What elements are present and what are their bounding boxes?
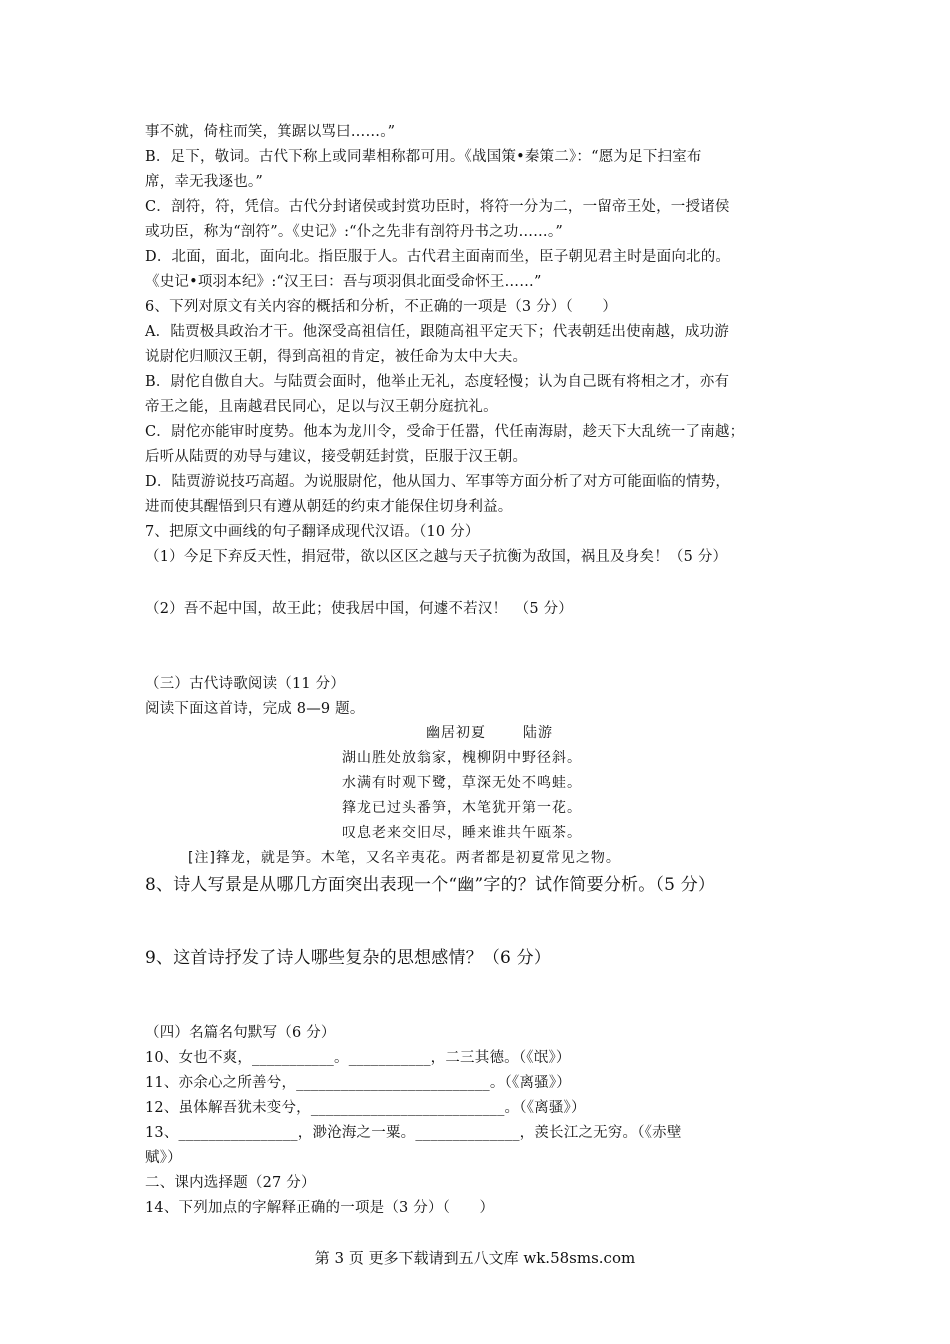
text-line: 或功臣，称为“剖符”。《史记》:“仆之先非有剖符丹书之功……。” bbox=[145, 224, 563, 240]
text-line: 说尉佗归顺汉王朝，得到高祖的肯定，被任命为太中大夫。 bbox=[145, 349, 528, 365]
section-4-heading: （四）名篇名句默写（6 分） bbox=[145, 1025, 336, 1041]
question-10: 10、女也不爽，___________。___________，二三其德。（《氓》） bbox=[145, 1050, 571, 1066]
poem-verse: 湖山胜处放翁家，槐柳阴中野径斜。 bbox=[342, 750, 582, 766]
text-line: 《史记•项羽本纪》:“汉王曰：吾与项羽俱北面受命怀王……” bbox=[145, 274, 542, 290]
poem-verse: 水满有时观下鹭，草深无处不鸣蛙。 bbox=[342, 775, 582, 791]
question-9: 9、这首诗抒发了诗人哪些复杂的思想感情？（6 分） bbox=[145, 948, 552, 968]
text-line: 进而使其醒悟到只有遵从朝廷的约束才能保住切身利益。 bbox=[145, 499, 513, 515]
section-3-heading: （三）古代诗歌阅读（11 分） bbox=[145, 676, 346, 692]
poem-note: [注]箨龙，就是笋。木笔，又名辛夷花。两者都是初夏常见之物。 bbox=[188, 850, 621, 866]
page-footer: 第 3 页 更多下载请到五八文库 wk.58sms.com bbox=[314, 1249, 636, 1267]
q6-option-a: A．陆贾极具政治才干。他深受高祖信任，跟随高祖平定天下；代表朝廷出使南越，成功游 bbox=[145, 324, 729, 340]
question-11: 11、亦余心之所善兮，__________________________。（《离骚》） bbox=[145, 1075, 571, 1091]
text-line: 后听从陆贾的劝导与建议，接受朝廷封赏，臣服于汉王朝。 bbox=[145, 449, 528, 465]
question-7-part-1: （1）今足下弃反天性，捐冠带，欲以区区之越与天子抗衡为敌国，祸且及身矣！（5 分） bbox=[145, 549, 728, 565]
q6-option-c: C．尉佗亦能审时度势。他本为龙川令，受命于任嚣，代任南海尉，趁天下大乱统一了南越； bbox=[145, 424, 745, 440]
part-2-heading: 二、课内选择题（27 分） bbox=[145, 1175, 316, 1191]
question-13: 13、________________，渺沧海之一粟。______________，羡长江之无穷。（《赤壁 bbox=[145, 1125, 682, 1141]
question-14: 14、下列加点的字解释正确的一项是（3 分）（ ） bbox=[145, 1200, 495, 1216]
poem-verse: 箨龙已过头番笋，木笔犹开第一花。 bbox=[342, 800, 582, 816]
poem-author: 陆游 bbox=[523, 725, 553, 741]
text-line: 帝王之能，且南越君民同心，足以与汉王朝分庭抗礼。 bbox=[145, 399, 498, 415]
poem-instructions: 阅读下面这首诗，完成 8—9 题。 bbox=[145, 701, 365, 717]
poem-verse: 叹息老来交旧尽，睡来谁共午瓯茶。 bbox=[342, 825, 582, 841]
q6-option-b: B．尉佗自傲自大。与陆贾会面时，他举止无礼，态度轻慢；认为自己既有将相之才，亦有 bbox=[145, 374, 730, 390]
question-8: 8、诗人写景是从哪几方面突出表现一个“幽”字的？试作简要分析。（5 分） bbox=[145, 875, 716, 895]
text-line: 事不就，倚柱而笑，箕踞以骂曰……。” bbox=[145, 124, 396, 140]
option-c-line: C．剖符，符，凭信。古代分封诸侯或封赏功臣时，将符一分为二，一留帝王处，一授诸侯 bbox=[145, 199, 730, 215]
option-d-line: D．北面，面北，面向北。指臣服于人。古代君主面南而坐，臣子朝见君主时是面向北的。 bbox=[145, 249, 731, 265]
question-12: 12、虽体解吾犹未变兮，__________________________。（《离骚》） bbox=[145, 1100, 586, 1116]
option-b-line: B．足下，敬词。古代下称上或同辈相称都可用。《战国策•秦策二》：“愿为足下扫室布 bbox=[145, 149, 702, 165]
question-6: 6、下列对原文有关内容的概括和分析，不正确的一项是（3 分）（ ） bbox=[145, 299, 618, 315]
question-7: 7、把原文中画线的句子翻译成现代汉语。（10 分） bbox=[145, 524, 480, 540]
q6-option-d: D．陆贾游说技巧高超。为说服尉佗，他从国力、军事等方面分析了对方可能面临的情势， bbox=[145, 474, 731, 490]
poem-title: 幽居初夏 bbox=[426, 725, 486, 741]
text-line: 赋》） bbox=[145, 1150, 182, 1166]
text-line: 席，幸无我逐也。” bbox=[145, 174, 263, 190]
question-7-part-2: （2）吾不起中国，故王此；使我居中国，何遽不若汉！ （5 分） bbox=[145, 601, 574, 617]
